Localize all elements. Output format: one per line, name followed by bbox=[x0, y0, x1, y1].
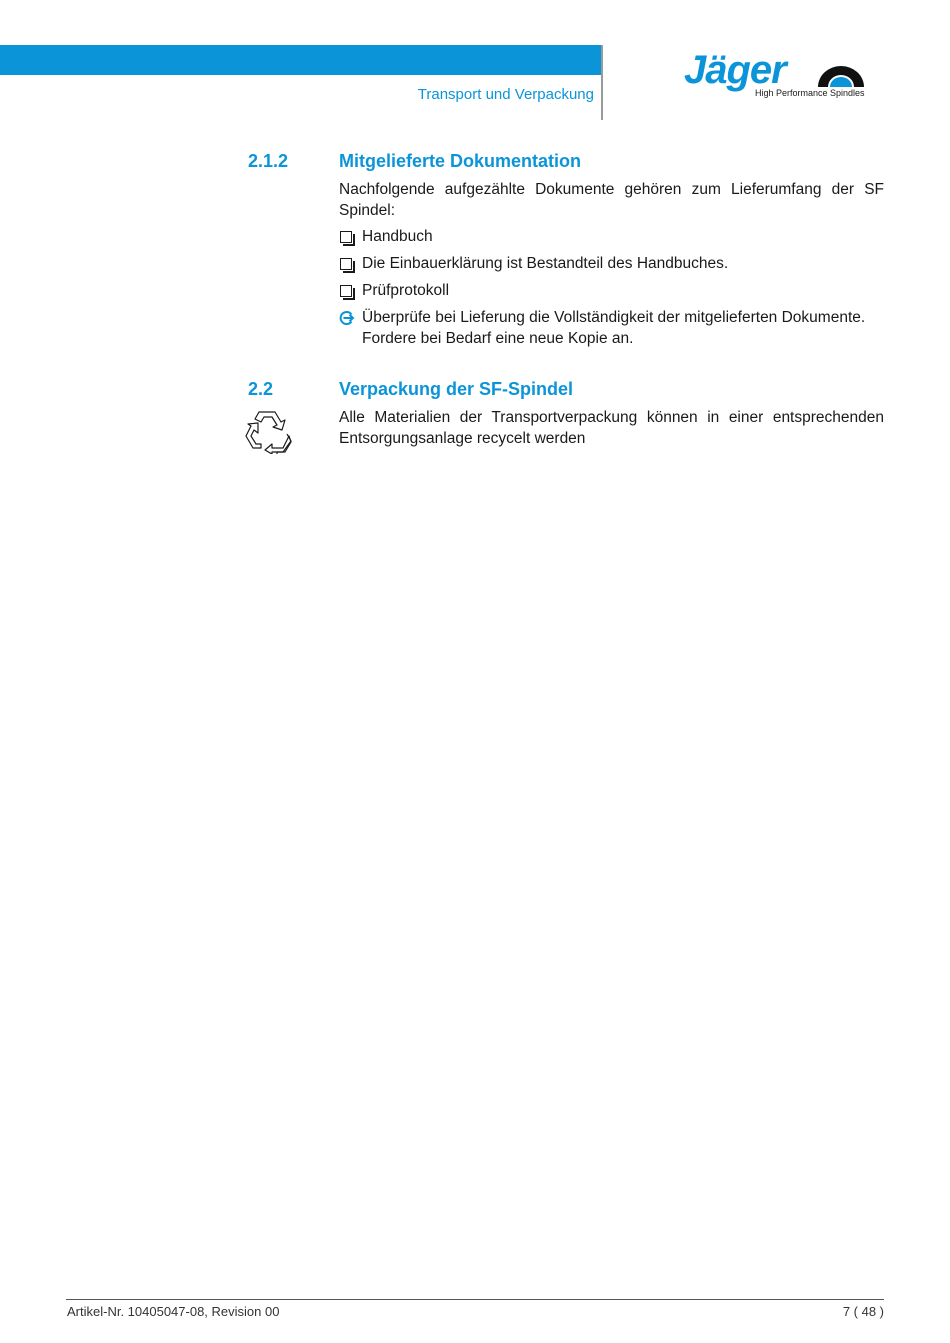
header-divider bbox=[601, 45, 603, 120]
logo-dome-icon bbox=[816, 64, 866, 88]
list-item-text: Die Einbauerklärung ist Bestandteil des Handbuches. bbox=[362, 255, 729, 272]
instruction-text: Überprüfe bei Lieferung die Vollständigkeit der mitgelieferten Dokumente. Fordere bei Bedarf eine neue Kopie an. bbox=[362, 309, 866, 347]
page-number: 7 ( 48 ) bbox=[842, 1304, 884, 1319]
documentation-intro: Nachfolgende aufgezählte Dokumente gehören zum Lieferumfang der SF Spindel: bbox=[339, 181, 884, 219]
jaeger-logo bbox=[684, 48, 869, 102]
header-title: Transport und Verpackung bbox=[417, 86, 594, 103]
checkbox-bullet-icon bbox=[340, 258, 352, 270]
packaging-text: Alle Materialien der Transportverpackung können in einer entsprechenden Entsorgungsanlage recycelt werden bbox=[339, 409, 884, 447]
section-number-2-1-2: 2.1.2 bbox=[248, 151, 289, 171]
section-title-documentation: Mitgelieferte Dokumentation bbox=[339, 151, 582, 171]
header-bar bbox=[0, 45, 602, 75]
article-number: Artikel-Nr. 10405047-08, Revision 00 bbox=[67, 1304, 280, 1319]
recycle-icon bbox=[245, 408, 293, 454]
section-number-2-2: 2.2 bbox=[248, 379, 274, 399]
section-title-packaging: Verpackung der SF-Spindel bbox=[339, 379, 574, 399]
checkbox-bullet-icon bbox=[340, 231, 352, 243]
logo-tagline: High Performance Spindles bbox=[755, 88, 865, 98]
list-item-text: Handbuch bbox=[362, 228, 433, 245]
checkbox-bullet-icon bbox=[340, 285, 352, 297]
arrow-right-icon bbox=[339, 310, 355, 326]
logo-word: Jäger bbox=[684, 48, 786, 92]
list-item-text: Prüfprotokoll bbox=[362, 282, 450, 299]
footer-divider bbox=[66, 1299, 884, 1300]
